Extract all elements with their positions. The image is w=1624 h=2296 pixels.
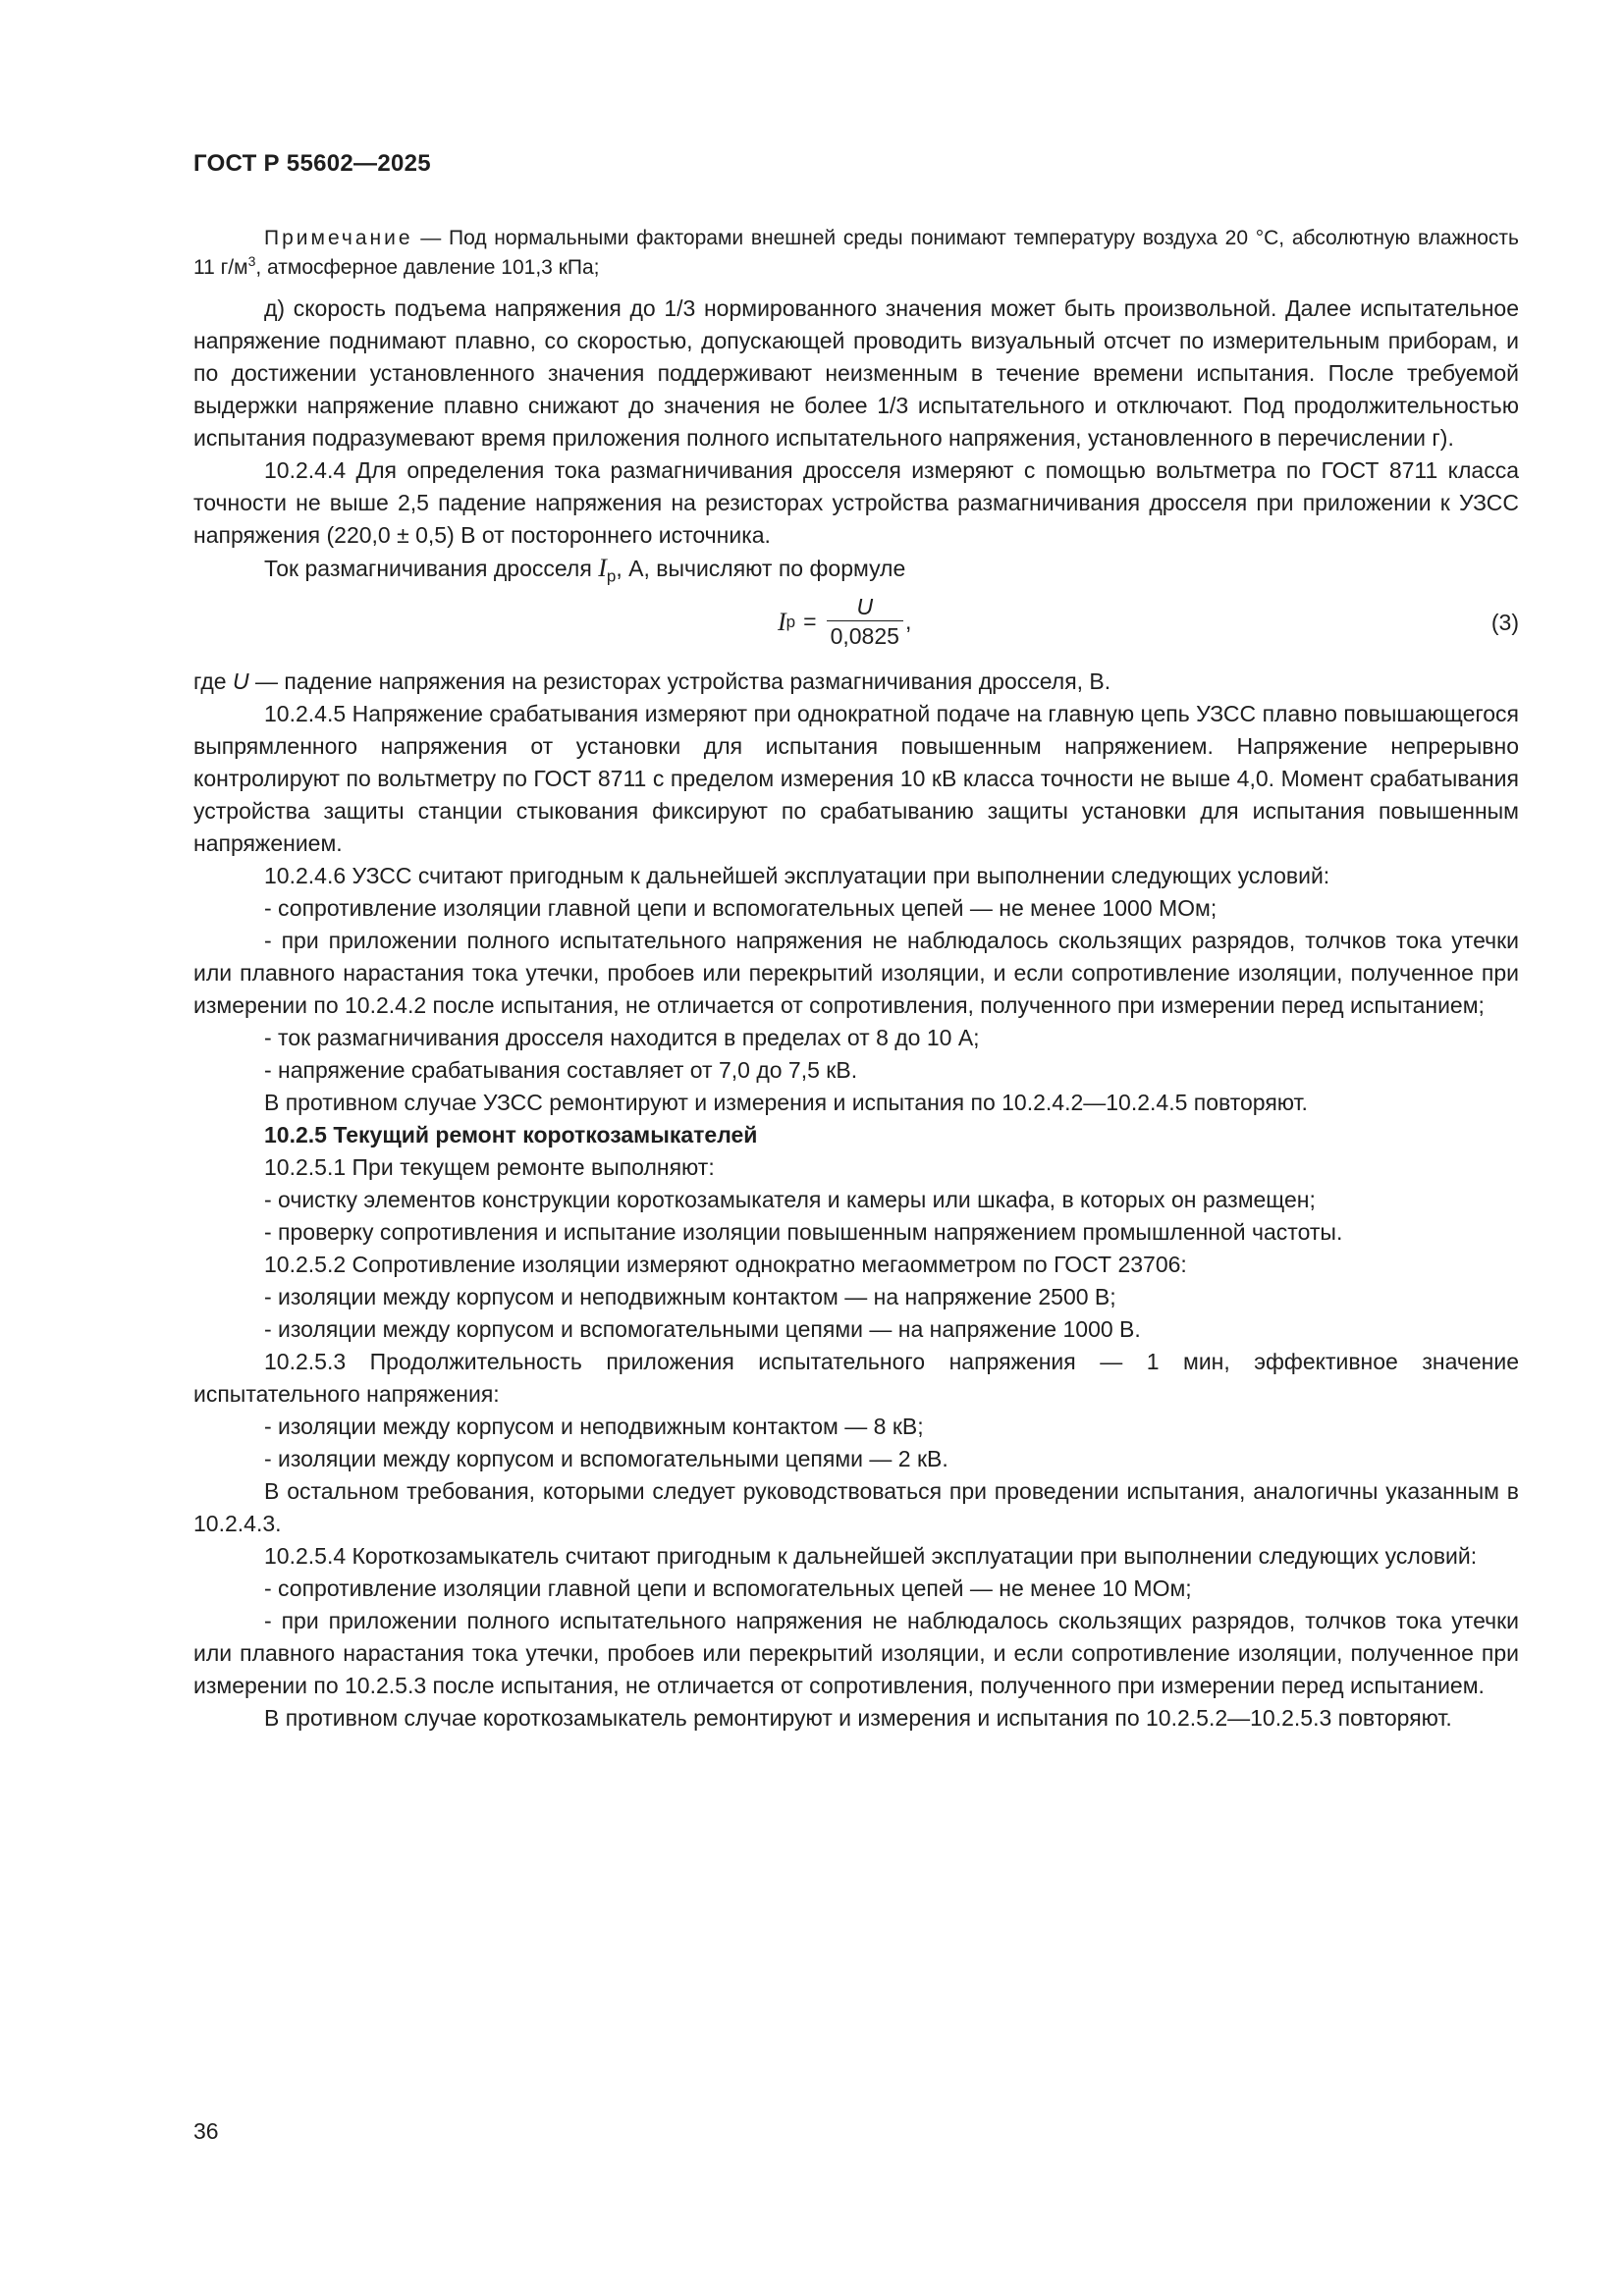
formula-fraction [827,593,903,651]
page-number: 36 [193,2118,219,2144]
paragraph-10-2-5-3-rest: В остальном требования, которыми следует руководствоваться при проведении испытания, аналогичны указанным в 10.2.4.3. [193,1478,1519,1536]
list-item: - проверку сопротивления и испытание изоляции повышенным напряжением промышленной частоты. [264,1219,1343,1245]
paragraph-10-2-4-6: 10.2.4.6 УЗСС считают пригодным к дальнейшей эксплуатации при выполнении следующих условий: [264,863,1330,888]
paragraph-10-2-5-4: 10.2.5.4 Короткозамыкатель считают пригодным к дальнейшей эксплуатации при выполнении следующих условий: [264,1543,1478,1569]
paragraph-d: д) скорость подъема напряжения до 1/3 нормированного значения может быть произвольной. Далее испытательное напряжение поднимают плавно, со скоростью, допускающей проводить визуальный отсчет по измерительным приборам, и по достижении установленного значения поддерживают неизменным в течение времени испытания. После требуемой выдержки напряжение плавно снижают до значения не более 1/3 испытательного и отключают. Под продолжительностью испытания подразумевают время приложения полного испытательного напряжения, установленного в перечислении г). [193,295,1519,451]
paragraph-10-2-5-1: 10.2.5.1 При текущем ремонте выполняют: [264,1154,715,1180]
list-item: - при приложении полного испытательного напряжения не наблюдалось скользящих разрядов, толчков тока утечки или плавного нарастания тока утечки, пробоев или перекрытий изоляции, и если сопротивление изоляции, полученное при измерении по 10.2.5.3 после испытания, не отличается от сопротивления, полученного при измерении перед испытанием. [193,1608,1519,1698]
note-paragraph: Примечание — Под нормальными факторами внешней среды понимают температуру воздуха 20 °С, абсолютную влажность 11 $г/м^3$, атмосферное давление 101,3 кПа; [193,227,1519,279]
list-item: - изоляции между корпусом и неподвижным контактом — 8 кВ; [264,1414,924,1439]
paragraph-10-2-4-6-else: В противном случае УЗСС ремонтируют и измерения и испытания по 10.2.4.2—10.2.4.5 повторяют. [264,1090,1308,1115]
formula-denominator: 0,0825 [827,620,903,651]
formula-number: (3) [1490,610,1519,635]
document-header: ГОСТ Р 55602—2025 [193,150,431,177]
paragraph-current-formula-intro: Ток размагничивания дросселя $I_р$, А, вычисляют по формуле [264,554,906,586]
list-item: - сопротивление изоляции главной цепи и вспомогательных цепей — не менее 1000 МОм; [264,895,1218,921]
paragraph-10-2-4-5: 10.2.4.5 Напряжение срабатывания измеряют при однократной подаче на главную цепь УЗСС плавно повышающегося выпрямленного напряжения от установки для испытания повышенным напряжением. Напряжение непрерывно контролируют по вольтметру по ГОСТ 8711 с пределом измерения 10 кВ класса точности не выше 4,0. Момент срабатывания устройства защиты станции стыкования фиксируют по срабатыванию защиты установки для испытания повышенным напряжением. [193,701,1519,856]
formula-numerator: U [856,594,874,619]
paragraph-10-2-5-3: 10.2.5.3 Продолжительность приложения испытательного напряжения — 1 мин, эффективное значение испытательного напряжения: [193,1349,1519,1407]
formula-3 [193,585,1519,666]
paragraph-where: где U — падение напряжения на резисторах устройства размагничивания дросселя, В. [193,668,1111,694]
list-item: - сопротивление изоляции главной цепи и вспомогательных цепей — не менее 10 МОм; [264,1575,1192,1601]
section-heading-10-2-5: 10.2.5 Текущий ремонт короткозамыкателей [264,1122,758,1148]
document-body [193,224,1519,1735]
formula-equals: = [803,609,817,634]
list-item: - изоляции между корпусом и вспомогательными цепями — на напряжение 1000 В. [264,1316,1141,1342]
list-item: - напряжение срабатывания составляет от 7,0 до 7,5 кВ. [264,1057,858,1083]
note-label: Примечание [264,227,413,249]
list-item: - изоляции между корпусом и вспомогательными цепями — 2 кВ. [264,1446,948,1471]
list-item: - ток размагничивания дросселя находится в пределах от 8 до 10 А; [264,1025,980,1050]
paragraph-10-2-5-2: 10.2.5.2 Сопротивление изоляции измеряют однократно мегаомметром по ГОСТ 23706: [264,1252,1187,1277]
formula-lhs: I [778,608,786,636]
paragraph-10-2-4-4: 10.2.4.4 Для определения тока размагничивания дросселя измеряют с помощью вольтметра по ГОСТ 8711 класса точности не выше 2,5 падение напряжения на резисторах устройства размагничивания дросселя при приложении к УЗСС напряжения (220,0 ± 0,5) В от постороннего источника. [193,457,1519,548]
list-item: - при приложении полного испытательного напряжения не наблюдалось скользящих разрядов, толчков тока утечки или плавного нарастания тока утечки, пробоев или перекрытий изоляции, и если сопротивление изоляции, полученное при измерении по 10.2.4.2 после испытания, не отличается от сопротивления, полученного при измерении перед испытанием; [193,928,1519,1018]
formula-expression: I р = $\frac{U}{0,0825}$ , [778,594,912,649]
list-item: - изоляции между корпусом и неподвижным контактом — на напряжение 2500 В; [264,1284,1116,1309]
list-item: - очистку элементов конструкции короткозамыкателя и камеры или шкафа, в которых он размещен; [264,1187,1316,1212]
paragraph-10-2-5-4-else: В противном случае короткозамыкатель ремонтируют и измерения и испытания по 10.2.5.2—10.2.5.3 повторяют. [264,1705,1452,1731]
